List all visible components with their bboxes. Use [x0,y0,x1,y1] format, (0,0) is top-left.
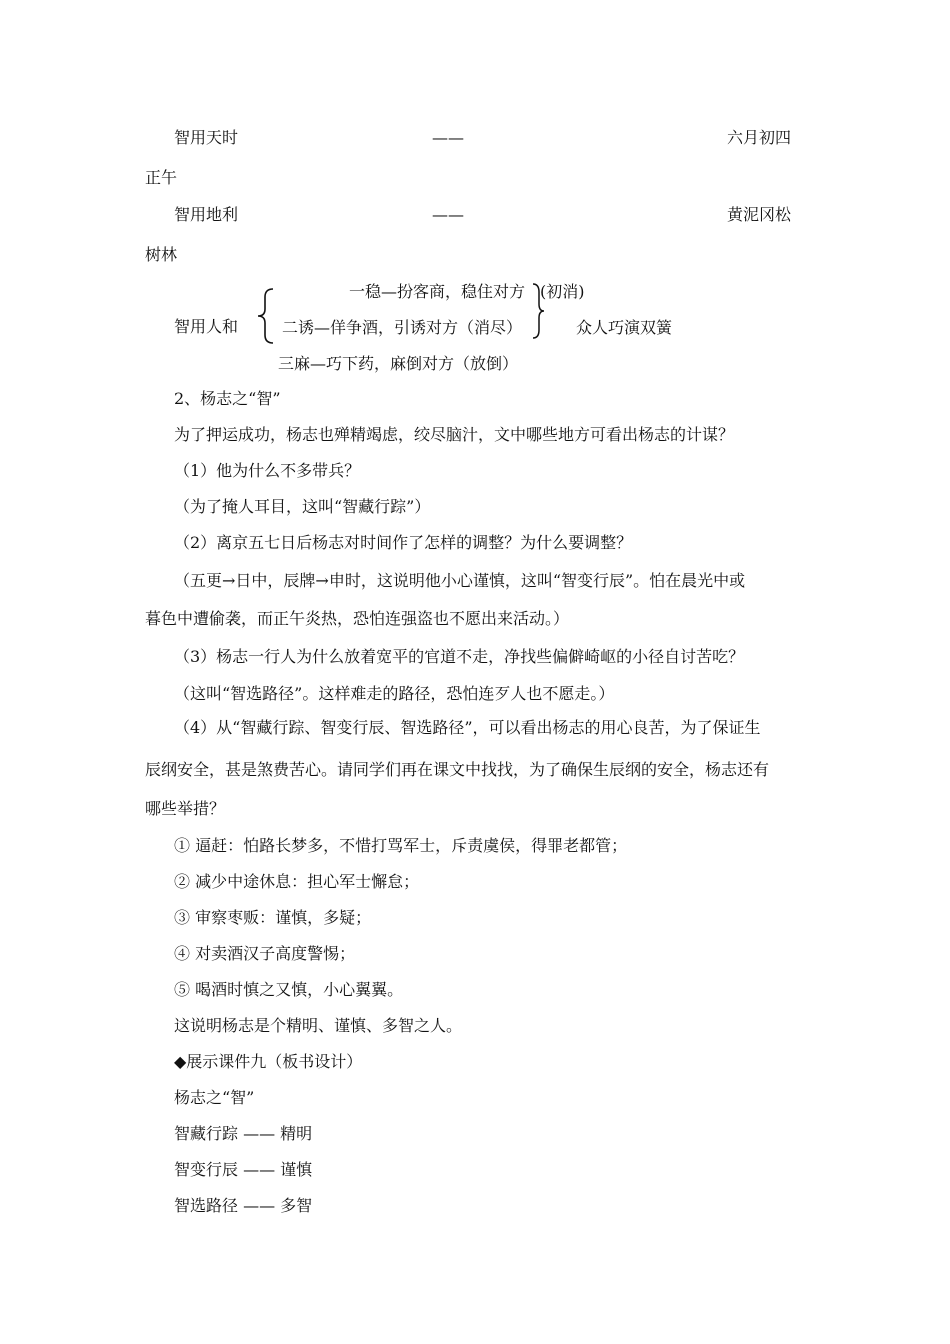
board-row-1: 智藏行踪 —— 精明 [174,1124,313,1143]
question-4-line3: 哪些举措？ [145,799,226,818]
measure-5: ⑤ 喝酒时慎之又慎，小心翼翼。 [174,980,404,999]
question-1: （1）他为什么不多带兵？ [174,461,361,480]
renhe-line2: 二诱—佯争酒，引诱对方（消尽） [282,318,523,337]
courseware-note: ◆展示课件九（板书设计） [174,1052,363,1071]
question-4-line2: 辰纲安全，甚是煞费苦心。请同学们再在课文中找找，为了确保生辰纲的安全，杨志还有 [145,760,770,779]
dili-dash: —— [432,205,464,224]
question-2: （2）离京五七日后杨志对时间作了怎样的调整？为什么要调整？ [174,533,633,552]
renhe-line3: 三麻—巧下药，麻倒对方（放倒） [278,354,519,373]
measure-4: ④ 对卖酒汉子高度警惕； [174,944,356,963]
dili-label: 智用地利 [174,205,239,224]
right-brace [530,282,546,340]
tianshi-value: 六月初四 [727,128,792,147]
tianshi-dash: —— [432,128,464,147]
renhe-line1: 一稳—扮客商，稳住对方 [349,282,526,301]
answer-3: （这叫“智选路径”。这样难走的路径，恐怕连歹人也不愿走。） [174,684,615,703]
dili-value-cont: 树林 [145,245,178,264]
conclusion: 这说明杨志是个精明、谨慎、多智之人。 [174,1016,463,1035]
renhe-result: 众人巧演双簧 [576,318,673,337]
answer-2-line2: 暮色中遭偷袭，而正午炎热，恐怕连强盗也不愿出来活动。） [145,609,570,628]
left-brace [256,287,276,345]
intro-question: 为了押运成功，杨志也殚精竭虑，绞尽脑汁，文中哪些地方可看出杨志的计谋？ [174,425,735,444]
measure-2: ② 减少中途休息：担心军士懈怠； [174,872,420,891]
dili-value: 黄泥冈松 [727,205,792,224]
answer-1: （为了掩人耳目，这叫“智藏行踪”） [174,497,431,516]
measure-1: ① 逼赶：怕路长梦多，不惜打骂军士，斥责虞侯，得罪老都管； [174,836,628,855]
question-4-line1: （4）从“智藏行踪、智变行辰、智选路径”，可以看出杨志的用心良苦，为了保证生 [174,718,761,737]
board-title: 杨志之“智” [174,1088,255,1107]
answer-2-line1: （五更→日中，辰牌→申时，这说明他小心谨慎，这叫“智变行辰”。怕在晨光中或 [174,571,746,590]
tianshi-label: 智用天时 [174,128,239,147]
board-row-3: 智选路径 —— 多智 [174,1196,313,1215]
renhe-label: 智用人和 [174,317,239,336]
board-row-2: 智变行辰 —— 谨慎 [174,1160,313,1179]
section-heading: 2、杨志之“智” [174,389,281,408]
measure-3: ③ 审察枣贩：谨慎，多疑； [174,908,372,927]
renhe-line1-note: (初消) [540,282,585,301]
question-3: （3）杨志一行人为什么放着宽平的官道不走，净找些偏僻崎岖的小径自讨苦吃？ [174,647,745,666]
tianshi-value-cont: 正午 [145,168,178,187]
